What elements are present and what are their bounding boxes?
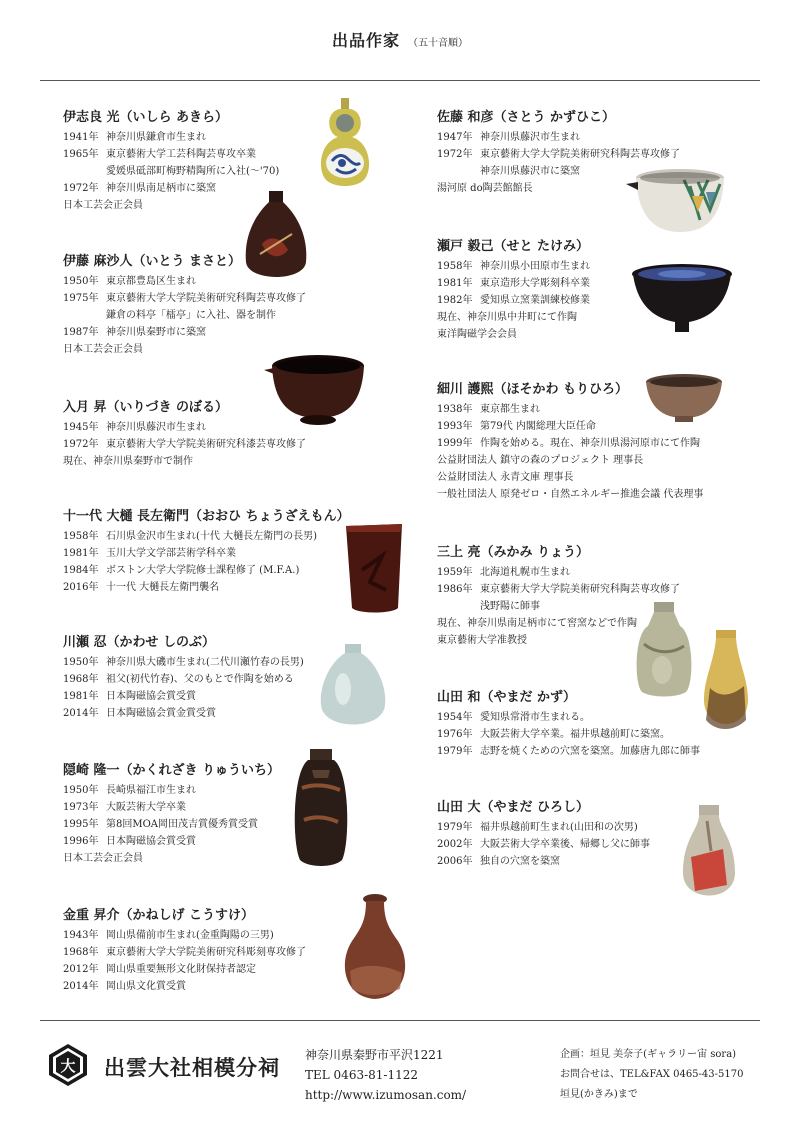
detail: 浅野陽に師事 xyxy=(480,601,540,612)
contact-name: 垣見(かきみ)まで xyxy=(560,1089,638,1100)
year: 1984年 xyxy=(63,565,99,576)
artist-line xyxy=(437,469,703,486)
artist-line xyxy=(437,309,590,326)
detail: 東洋陶磁学会会員 xyxy=(437,329,517,340)
detail: 日本陶磁協会賞受賞 xyxy=(106,836,196,847)
gourd-vase-image xyxy=(316,97,374,189)
detail: 祖父(初代竹春)、父のもとで作陶を始める xyxy=(106,674,294,685)
year: 1979年 xyxy=(437,746,473,757)
artist-name: 瀬戸 毅己（せと たけみ） xyxy=(437,239,590,254)
detail: 岡山県重要無形文化財保持者認定 xyxy=(106,964,256,975)
artist-line xyxy=(63,453,306,470)
detail: 東京藝術大学准教授 xyxy=(437,635,527,646)
year: 1973年 xyxy=(63,802,99,813)
grey-flask-image xyxy=(632,600,696,698)
artist-line xyxy=(437,819,650,836)
artist-line xyxy=(63,129,279,146)
artist-line xyxy=(63,688,304,705)
artist-line xyxy=(437,564,680,581)
year: 2012年 xyxy=(63,964,99,975)
address: 神奈川県秦野市平沢1221 xyxy=(305,1048,444,1062)
detail: 東京藝術大学大学院美術研究科陶芸専攻修了 xyxy=(106,293,306,304)
artist-line xyxy=(63,833,280,850)
year: 1941年 xyxy=(63,132,99,143)
artist-line xyxy=(63,654,304,671)
artist-line xyxy=(437,435,703,452)
detail: 一般社団法人 原発ゼロ・自然エネルギー推進会議 代表理事 xyxy=(437,489,704,500)
year: 1981年 xyxy=(437,278,473,289)
shrine-name: 出雲大社相模分祠 xyxy=(104,1055,280,1080)
dark-flask-image xyxy=(290,748,352,868)
detail: 日本陶磁協会賞受賞 xyxy=(106,691,196,702)
year: 1958年 xyxy=(437,261,473,272)
year: 1976年 xyxy=(437,729,473,740)
shino-bottle-image xyxy=(700,628,752,740)
artist-name: 三上 亮（みかみ りょう） xyxy=(437,545,590,560)
artist-line xyxy=(437,709,700,726)
red-cup-image xyxy=(342,520,408,616)
detail: 現在、神奈川県中井町にて作陶 xyxy=(437,312,577,323)
artist-name: 細川 護熙（ほそかわ もりひろ） xyxy=(437,382,629,397)
detail: 鎌倉の料亭「檑亭」に入社、器を制作 xyxy=(106,310,276,321)
artist-block xyxy=(63,759,280,867)
detail: 日本工芸会正会員 xyxy=(63,200,143,211)
detail: 現在、神奈川県南足柄市にて窖窯などで作陶 xyxy=(437,618,637,629)
artist-line xyxy=(63,944,306,961)
artist-line xyxy=(437,326,590,343)
year: 1986年 xyxy=(437,584,473,595)
year: 1972年 xyxy=(63,439,99,450)
artist-line xyxy=(63,146,279,163)
year: 1950年 xyxy=(63,785,99,796)
detail: 神奈川県藤沢市生まれ xyxy=(106,422,206,433)
artist-line xyxy=(437,258,590,275)
tokkuri-bottle-image xyxy=(677,803,741,907)
detail: 東京藝術大学大学院美術研究科彫刻専攻修了 xyxy=(106,947,306,958)
detail: 独自の穴窯を築窯 xyxy=(480,856,560,867)
detail: 十一代 大樋長左衛門襲名 xyxy=(106,582,220,593)
detail: 北海道札幌市生まれ xyxy=(480,567,570,578)
harlequin-bowl-image xyxy=(624,166,728,240)
artist-block xyxy=(63,904,306,995)
artist-line xyxy=(63,671,304,688)
artist-line xyxy=(437,486,703,503)
detail: 東京藝術大学大学院美術研究科陶芸専攻修了 xyxy=(480,149,680,160)
artist-line xyxy=(63,307,306,324)
detail: 大阪芸術大学卒業 xyxy=(106,802,186,813)
detail: 岡山県文化賞受賞 xyxy=(106,981,186,992)
website-link[interactable]: http://www.izumosan.com/ xyxy=(305,1088,467,1102)
artist-line xyxy=(63,927,306,944)
artist-line xyxy=(63,816,280,833)
year: 1982年 xyxy=(437,295,473,306)
artist-name: 入月 昇（いりづき のぼる） xyxy=(63,400,229,415)
year: 1959年 xyxy=(437,567,473,578)
artist-line xyxy=(63,324,306,341)
detail: 神奈川県藤沢市生まれ xyxy=(480,132,580,143)
detail: 東京造形大学彫刻科卒業 xyxy=(480,278,590,289)
year: 1938年 xyxy=(437,404,473,415)
artist-line xyxy=(63,705,304,722)
detail: 日本工芸会正会員 xyxy=(63,344,143,355)
detail: 神奈川県小田原市生まれ xyxy=(480,261,590,272)
shrine-logo-icon xyxy=(46,1043,90,1087)
artist-name: 伊志良 光（いしら あきら） xyxy=(63,110,229,125)
artist-name: 金重 昇介（かねしげ こうすけ） xyxy=(63,908,255,923)
page-title xyxy=(0,28,800,51)
detail: 東京藝術大学工芸科陶芸専攻卒業 xyxy=(106,149,256,160)
artist-name: 隠崎 隆一（かくれざき りゅういち） xyxy=(63,763,281,778)
year: 1996年 xyxy=(63,836,99,847)
artist-name: 十一代 大樋 長左衛門（おおひ ちょうざえもん） xyxy=(63,509,350,524)
logo-char: 大 xyxy=(60,1057,76,1075)
artist-line xyxy=(63,579,350,596)
year: 1945年 xyxy=(63,422,99,433)
artist-line xyxy=(63,782,280,799)
detail: 湯河原 do陶芸館館長 xyxy=(437,183,533,194)
artist-name: 山田 和（やまだ かず） xyxy=(437,690,577,705)
artist-line xyxy=(437,275,590,292)
artist-line xyxy=(437,292,590,309)
year: 1975年 xyxy=(63,293,99,304)
year: 1950年 xyxy=(63,657,99,668)
detail: 現在、神奈川県秦野市で制作 xyxy=(63,456,193,467)
artist-block xyxy=(63,631,304,722)
detail: 大阪芸術大学卒業。福井県越前町に築窯。 xyxy=(480,729,670,740)
artist-line xyxy=(63,528,350,545)
address-block xyxy=(305,1045,466,1105)
detail: 神奈川県藤沢市に築窯 xyxy=(480,166,580,177)
artist-line xyxy=(63,978,306,995)
detail: 第8回MOA岡田茂吉賞優秀賞受賞 xyxy=(106,819,259,830)
year: 1958年 xyxy=(63,531,99,542)
year: 1979年 xyxy=(437,822,473,833)
detail: 福井県越前町生まれ(山田和の次男) xyxy=(480,822,638,833)
inquiry-line: お問合せは、TEL&FAX 0465-43-5170 xyxy=(560,1069,744,1080)
detail: 神奈川県秦野市に築窯 xyxy=(106,327,206,338)
detail: 第79代 内閣総理大臣任命 xyxy=(480,421,596,432)
page-title-sub: （五十音順） xyxy=(408,38,468,49)
year: 2014年 xyxy=(63,981,99,992)
detail: 愛知県常滑市生まれる。 xyxy=(480,712,590,723)
year: 1993年 xyxy=(437,421,473,432)
contact-block xyxy=(560,1045,743,1105)
year: 1987年 xyxy=(63,327,99,338)
year: 1981年 xyxy=(63,691,99,702)
detail: 愛知県立窯業訓練校修業 xyxy=(480,295,590,306)
year: 1954年 xyxy=(437,712,473,723)
artist-name: 伊藤 麻沙人（いとう まさと） xyxy=(63,254,242,269)
artist-line xyxy=(63,436,306,453)
detail: ボストン大学大学院修士課程修了 (M.F.A.) xyxy=(106,565,300,576)
year: 2002年 xyxy=(437,839,473,850)
detail: 神奈川県鎌倉市生まれ xyxy=(106,132,206,143)
tea-bowl-image xyxy=(643,372,725,426)
telephone: TEL 0463-81-1122 xyxy=(305,1068,419,1082)
artist-line xyxy=(63,961,306,978)
artist-block xyxy=(437,235,590,343)
year: 1972年 xyxy=(63,183,99,194)
detail: 東京都生まれ xyxy=(480,404,540,415)
artist-line xyxy=(437,581,680,598)
artist-line xyxy=(63,163,279,180)
planning-credit: 企画：垣見 美奈子(ギャラリー宙 sora) xyxy=(560,1049,737,1060)
year: 1950年 xyxy=(63,276,99,287)
artist-line xyxy=(437,726,700,743)
detail: 日本陶磁協会賞金賞受賞 xyxy=(106,708,216,719)
year: 2014年 xyxy=(63,708,99,719)
detail: 東京都豊島区生まれ xyxy=(106,276,196,287)
brown-bottle-image xyxy=(242,190,310,285)
detail: 石川県金沢市生まれ(十代 大樋長左衛門の長男) xyxy=(106,531,317,542)
artist-name: 佐藤 和彦（さとう かずひこ） xyxy=(437,110,616,125)
artist-line xyxy=(63,799,280,816)
artist-line xyxy=(437,146,680,163)
year: 1995年 xyxy=(63,819,99,830)
bottom-divider xyxy=(40,1020,760,1021)
artist-line xyxy=(63,850,280,867)
year: 1947年 xyxy=(437,132,473,143)
artist-line xyxy=(437,853,650,870)
artist-name: 山田 大（やまだ ひろし） xyxy=(437,800,590,815)
detail: 東京藝術大学大学院美術研究科陶芸専攻修了 xyxy=(480,584,680,595)
year: 1981年 xyxy=(63,548,99,559)
year: 2006年 xyxy=(437,856,473,867)
black-lipped-bowl-image xyxy=(262,352,368,428)
tenmoku-bowl-image xyxy=(629,262,735,338)
artist-line xyxy=(437,452,703,469)
top-divider xyxy=(40,80,760,81)
year: 2016年 xyxy=(63,582,99,593)
year: 1968年 xyxy=(63,674,99,685)
artist-line xyxy=(63,562,350,579)
detail: 公益財団法人 鎮守の森のプロジェクト 理事長 xyxy=(437,455,644,466)
artist-line xyxy=(437,129,680,146)
artist-block xyxy=(63,505,350,596)
year: 1999年 xyxy=(437,438,473,449)
year: 1968年 xyxy=(63,947,99,958)
detail: 長崎県福江市生まれ xyxy=(106,785,196,796)
detail: 愛媛県砥部町梅野精陶所に入社(〜'70) xyxy=(106,166,280,177)
detail: 作陶を始める。現在、神奈川県湯河原市にて作陶 xyxy=(480,438,700,449)
detail: 公益財団法人 永青文庫 理事長 xyxy=(437,472,574,483)
artist-line xyxy=(437,836,650,853)
detail: 神奈川県大磯市生まれ(二代川瀬竹春の長男) xyxy=(106,657,304,668)
detail: 玉川大学文学部芸術学科卒業 xyxy=(106,548,236,559)
artist-line xyxy=(63,545,350,562)
year: 1965年 xyxy=(63,149,99,160)
artist-block xyxy=(437,796,650,870)
artist-name: 川瀬 忍（かわせ しのぶ） xyxy=(63,635,216,650)
detail: 大阪芸術大学卒業後、帰郷し父に師事 xyxy=(480,839,650,850)
detail: 志野を焼くための穴窯を築窯。加藤唐九郎に師事 xyxy=(480,746,700,757)
detail: 東京藝術大学大学院美術研究科漆芸専攻修了 xyxy=(106,439,306,450)
celadon-jar-image xyxy=(317,643,389,735)
page-title-main: 出品作家 xyxy=(331,31,400,50)
artist-line xyxy=(437,743,700,760)
year: 1972年 xyxy=(437,149,473,160)
detail: 日本工芸会正会員 xyxy=(63,853,143,864)
artist-line xyxy=(63,290,306,307)
bizen-vase-image xyxy=(340,893,410,1005)
detail: 岡山県備前市生まれ(金重陶陽の三男) xyxy=(106,930,274,941)
detail: 神奈川県南足柄市に築窯 xyxy=(106,183,216,194)
year: 1943年 xyxy=(63,930,99,941)
